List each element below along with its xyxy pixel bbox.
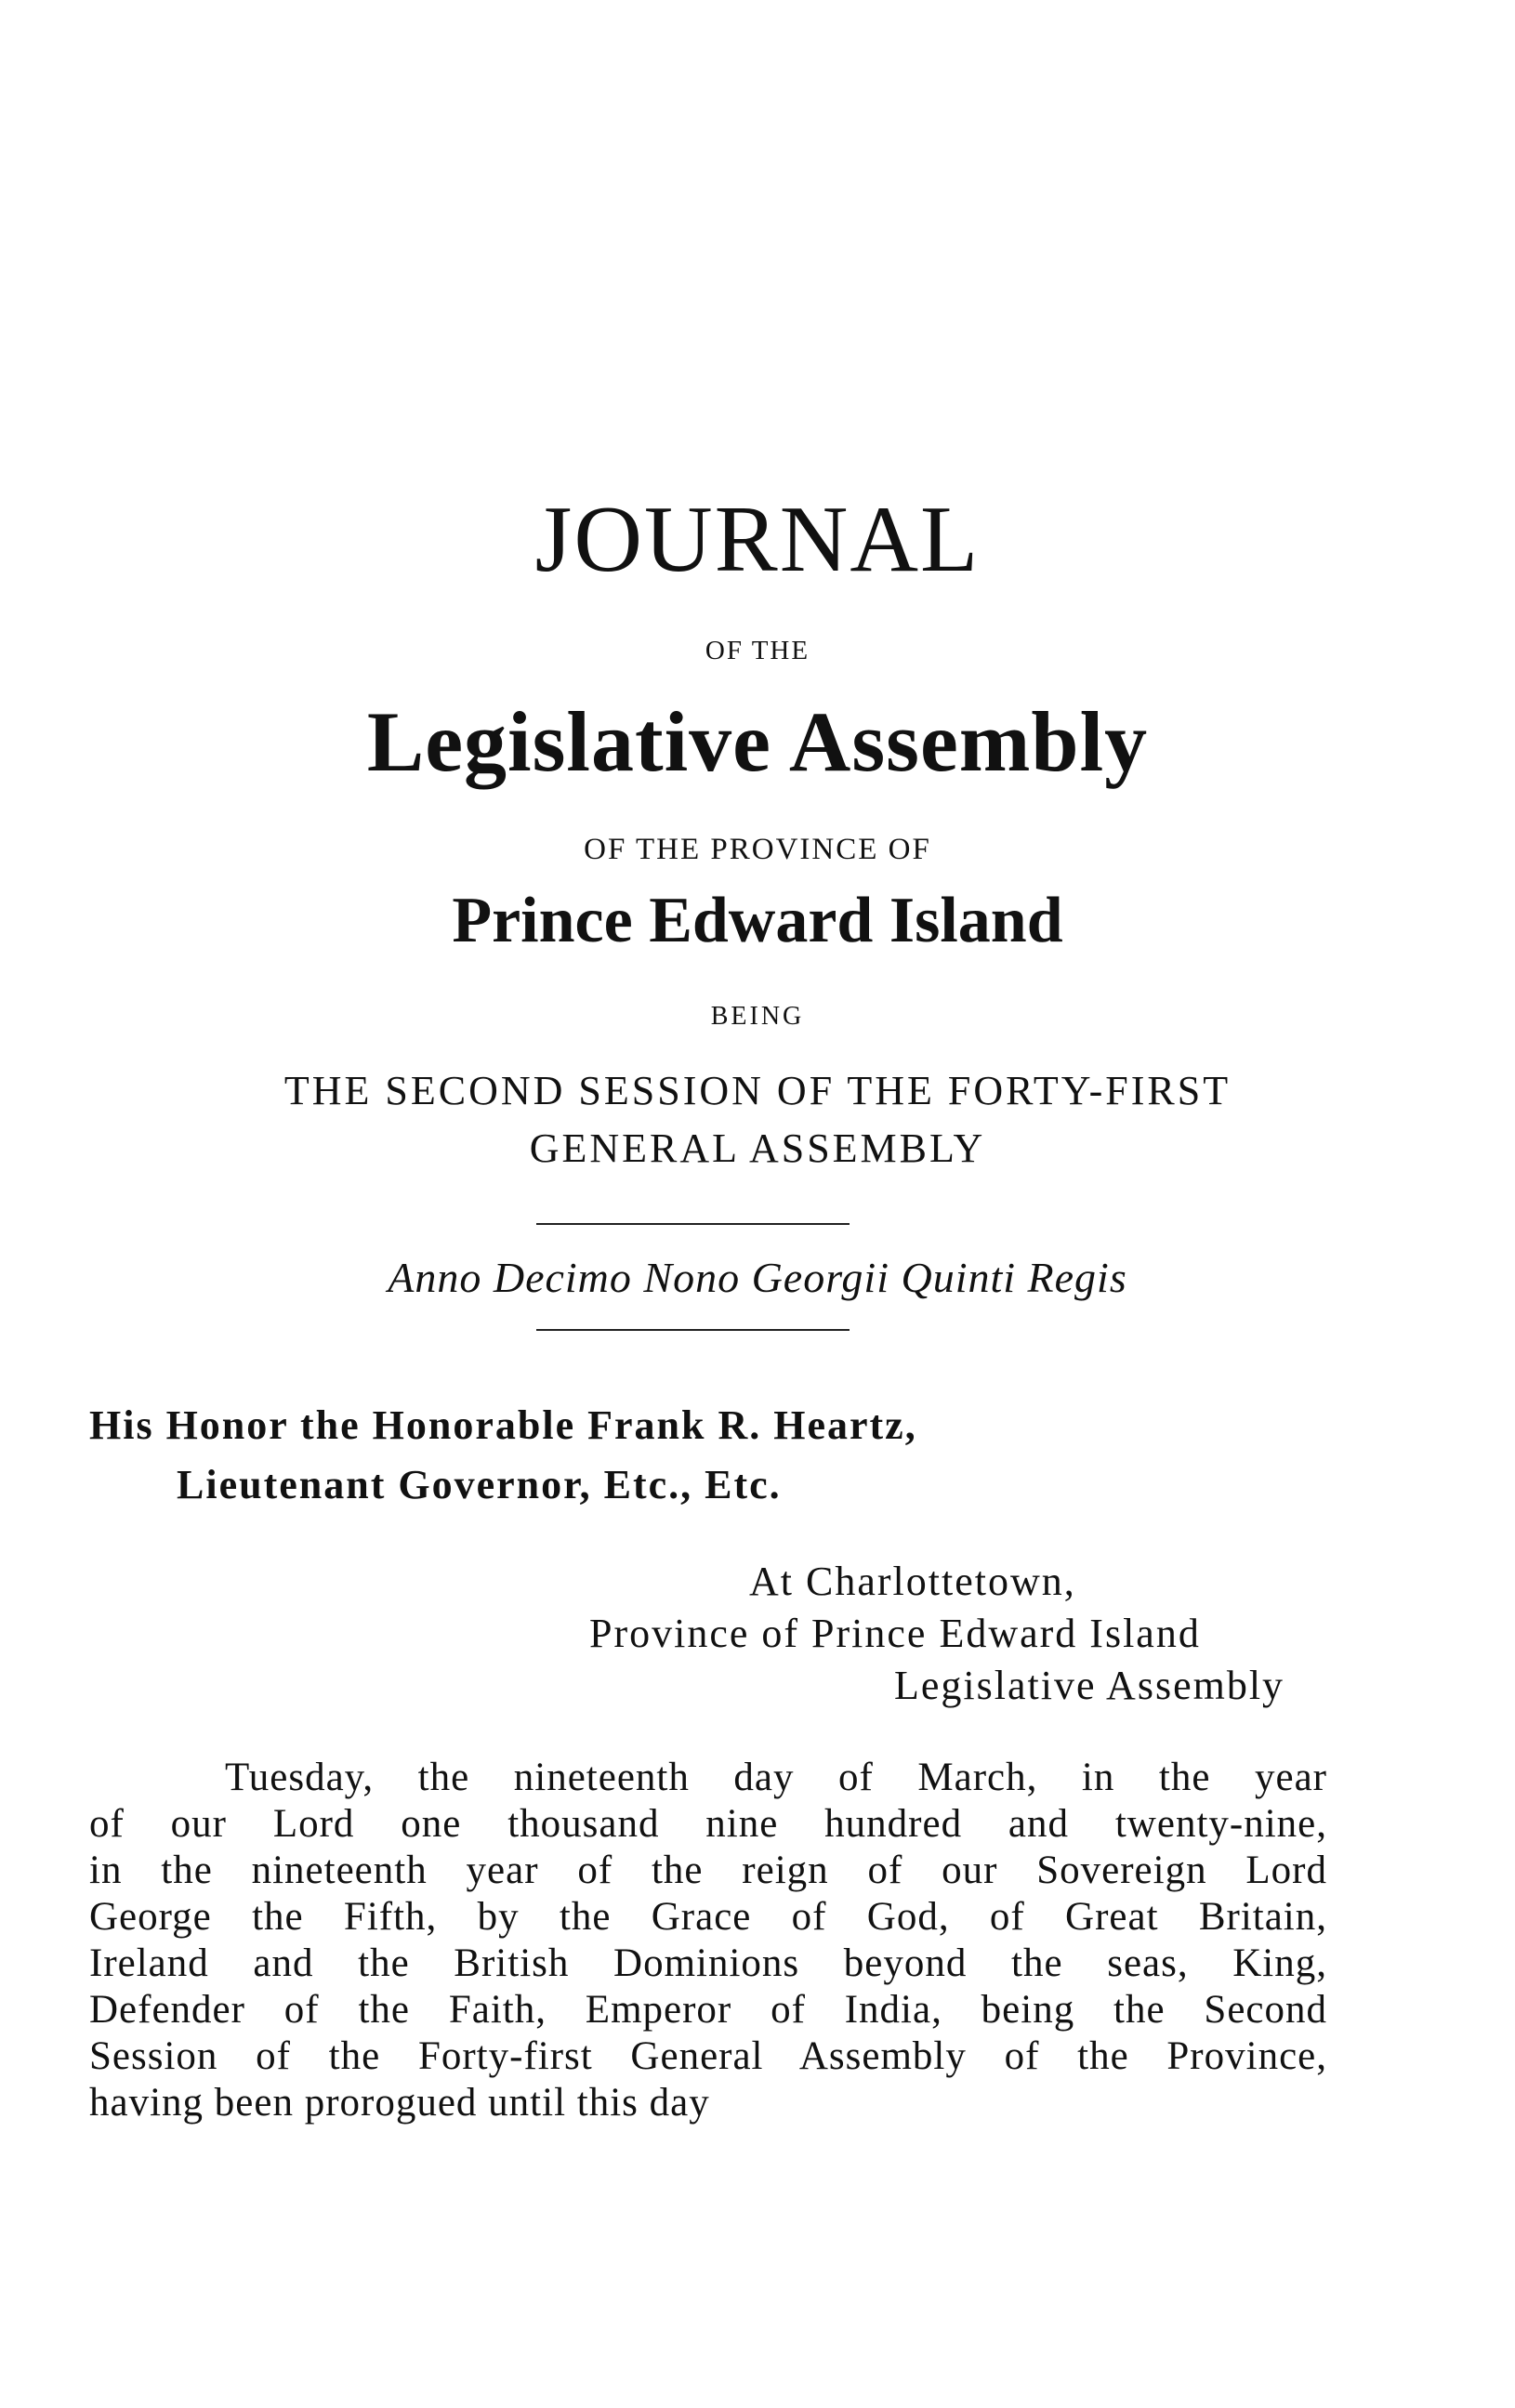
paragraph-line: Tuesday, the nineteenth day of March, in the year xyxy=(225,1756,1327,1799)
paragraph-line: Ireland and the British Dominions beyond the seas, King, xyxy=(89,1941,1327,1985)
paragraph-line: George the Fifth, by the Grace of God, of Great Britain, xyxy=(89,1895,1327,1939)
honor-line-2: Lieutenant Governor, Etc., Etc. xyxy=(177,1462,782,1507)
being-label: BEING xyxy=(710,1002,805,1031)
of-the-label: OF THE xyxy=(705,636,810,665)
province-of-label: OF THE PROVINCE OF xyxy=(584,833,931,866)
session-line-2: GENERAL ASSEMBLY xyxy=(529,1125,986,1171)
location-line-3: Legislative Assembly xyxy=(894,1663,1285,1708)
opening-paragraph xyxy=(89,1755,1327,2126)
session-line-1: THE SECOND SESSION OF THE FORTY-FIRST xyxy=(283,1068,1232,1113)
location-line-1: At Charlottetown, xyxy=(749,1559,1076,1604)
paragraph-line: in the nineteenth year of the reign of our Sovereign Lord xyxy=(89,1849,1327,1892)
paragraph-line: Defender of the Faith, Emperor of India, being the Second xyxy=(89,1988,1327,2032)
paragraph-line: Session of the Forty-first General Assembly of the Province, xyxy=(89,2034,1327,2078)
journal-title: JOURNAL xyxy=(534,487,981,592)
paragraph-line: of our Lord one thousand nine hundred and twenty-nine, xyxy=(89,1802,1327,1846)
legislative-assembly-heading: Legislative Assembly xyxy=(366,694,1149,789)
latin-motto: Anno Decimo Nono Georgii Quinti Regis xyxy=(388,1254,1127,1301)
divider-bottom xyxy=(536,1329,850,1331)
location-line-2: Province of Prince Edward Island xyxy=(589,1611,1201,1656)
divider-top xyxy=(536,1223,850,1225)
honor-line-1: His Honor the Honorable Frank R. Heartz, xyxy=(89,1402,917,1448)
paragraph-line: having been prorogued until this day xyxy=(89,2081,710,2125)
province-name-heading: Prince Edward Island xyxy=(452,885,1063,956)
